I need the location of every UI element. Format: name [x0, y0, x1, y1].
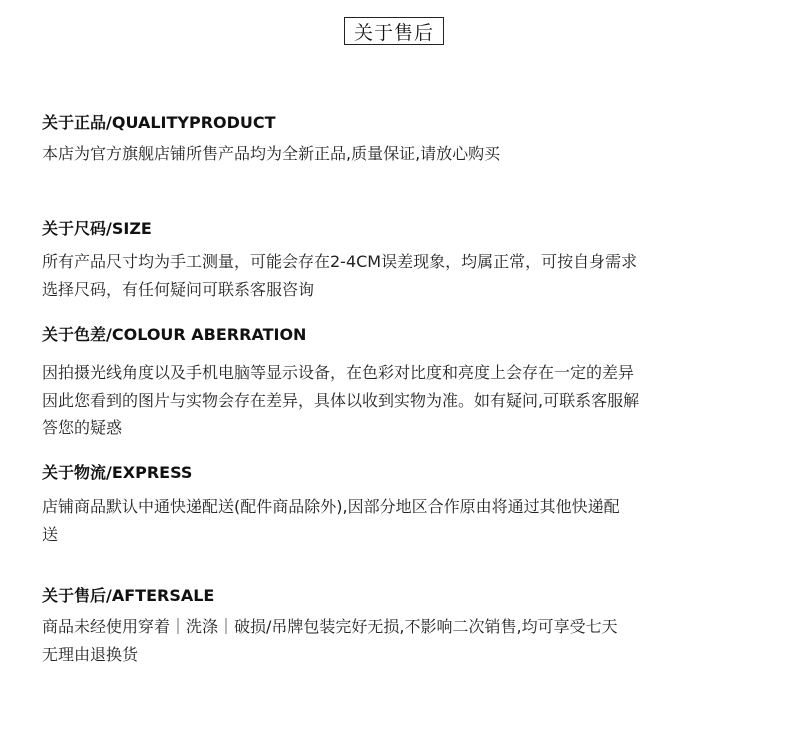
section-heading: 关于正品/QUALITYPRODUCT: [42, 113, 276, 132]
page-title: 关于售后: [344, 17, 444, 45]
section-heading: 关于尺码/SIZE: [42, 219, 152, 238]
section-aftersale: [42, 585, 732, 668]
section-heading: 关于色差/COLOUR ABERRATION: [42, 325, 307, 344]
section-colour-aberration: [42, 324, 732, 442]
section-body: 所有产品尺寸均为手工测量，可能会存在2-4CM误差现象，均属正常，可按自身需求 选择尺码，有任何疑问可联系客服咨询: [42, 252, 638, 299]
section-body: 商品未经使用穿着｜洗涤｜破损/吊牌包装完好无损,不影响二次销售,均可享受七天 无理由退换货: [42, 617, 618, 664]
section-heading: 关于售后/AFTERSALE: [42, 586, 215, 605]
section-express: [42, 462, 732, 548]
section-body: 因拍摄光线角度以及手机电脑等显示设备，在色彩对比度和亮度上会存在一定的差异 因此您看到的图片与实物会存在差异，具体以收到实物为准。如有疑问,可联系客服解 答您的疑惑: [42, 363, 640, 437]
section-quality-product: [42, 112, 732, 168]
section-body: 店铺商品默认中通快递配送(配件商品除外),因部分地区合作原由将通过其他快递配 送: [42, 497, 620, 544]
section-body: 本店为官方旗舰店铺所售产品均为全新正品,质量保证,请放心购买: [42, 144, 501, 163]
section-heading: 关于物流/EXPRESS: [42, 463, 193, 482]
section-size: [42, 218, 732, 303]
